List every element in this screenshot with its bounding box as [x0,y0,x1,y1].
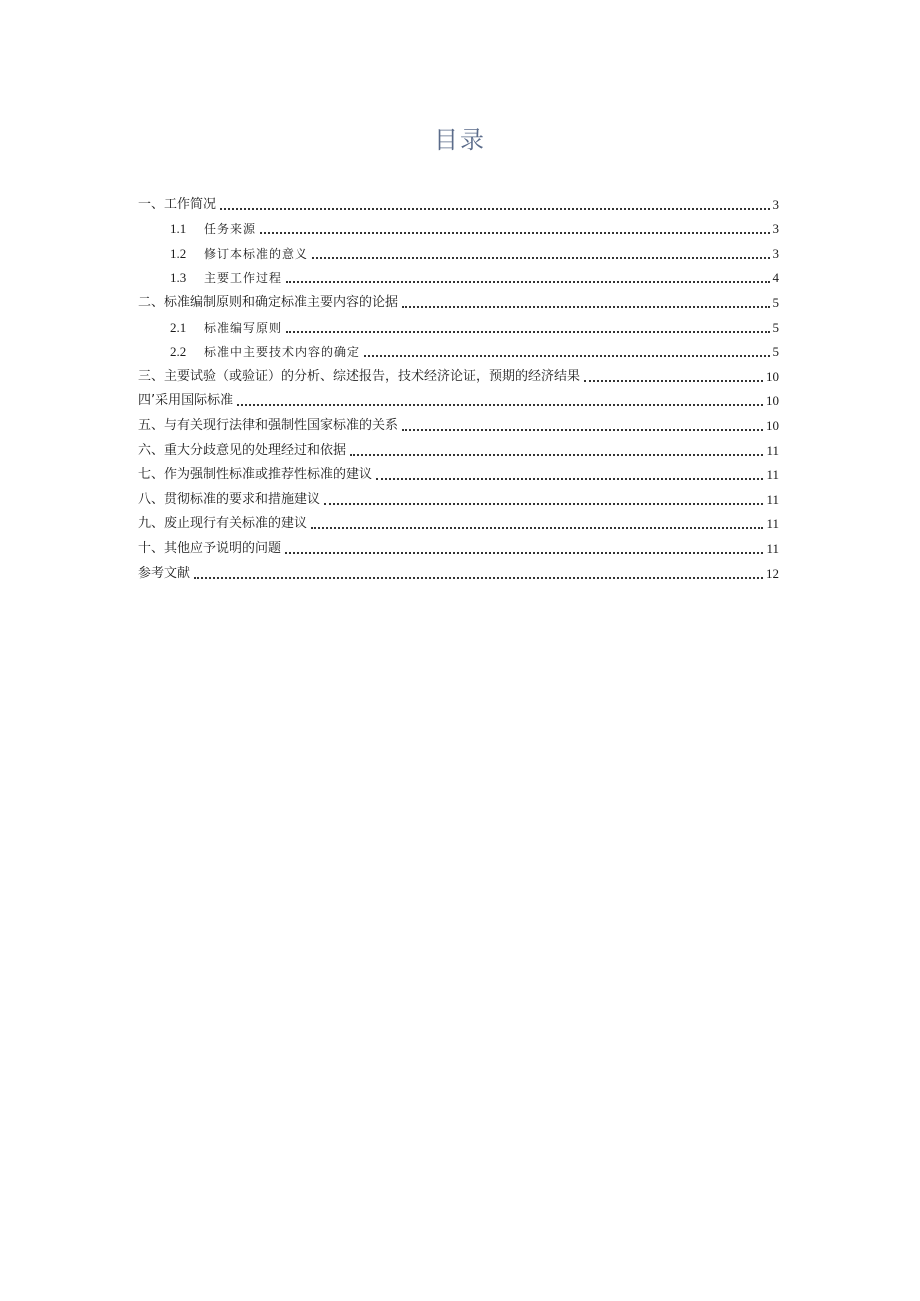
toc-leader-dots [260,232,769,234]
toc-entry-number: 2.2 [170,344,187,360]
toc-entry[interactable] [138,459,779,484]
toc-entry[interactable] [138,213,779,238]
toc-entry-page: 10 [766,368,779,384]
toc-entry-text: 四’采用国际标准 [138,393,234,409]
toc-entry-page: 5 [772,344,779,360]
toc-entry-text: 参考文献 [138,565,191,581]
toc-leader-dots [376,478,763,480]
toc-entry-page: 11 [766,540,779,556]
toc-entry-page: 11 [766,491,779,507]
toc-entry-number: 1.3 [170,270,187,286]
toc-entry-text: 主要工作过程 [204,271,283,286]
toc-entry-text: 标准中主要技术内容的确定 [204,345,361,360]
toc-entry-page: 5 [772,294,779,310]
toc-leader-dots [312,257,769,259]
toc-entry[interactable] [138,557,779,582]
toc-entry-text: 九、废止现行有关标准的建议 [138,516,308,532]
toc-entry-text: 七、作为强制性标准或推荐性标准的建议 [138,467,373,483]
toc-entry[interactable] [138,336,779,361]
toc-entry[interactable] [138,483,779,508]
toc-entry-text: 二、标准编制原则和确定标准主要内容的论据 [138,294,399,310]
toc-entry[interactable] [138,188,779,213]
toc-leader-dots [286,281,769,283]
table-of-contents [138,188,779,582]
toc-entry-page: 11 [766,442,779,458]
toc-entry-text: 五、与有关现行法律和强制性国家标准的关系 [138,417,399,433]
toc-entry[interactable] [138,385,779,410]
toc-entry-number: 1.2 [170,245,187,261]
toc-title: 目录 [434,126,486,154]
toc-entry[interactable] [138,286,779,311]
toc-leader-dots [286,331,769,333]
toc-entry-page: 11 [766,467,779,483]
toc-leader-dots [194,577,763,579]
toc-leader-dots [324,503,763,505]
toc-entry[interactable] [138,311,779,336]
toc-entry-page: 4 [772,270,779,286]
toc-leader-dots [402,306,769,308]
toc-entry-page: 10 [766,393,779,409]
toc-entry-text: 六、重大分歧意见的处理经过和依据 [138,442,347,458]
toc-entry-page: 5 [772,319,779,335]
toc-entry-text: 标准编写原则 [204,320,283,335]
toc-entry-text: 一、工作简况 [138,196,217,212]
toc-entry-page: 3 [772,245,779,261]
toc-leader-dots [402,429,763,431]
toc-entry[interactable] [138,262,779,287]
toc-entry[interactable] [138,360,779,385]
toc-entry[interactable] [138,237,779,262]
toc-leader-dots [237,404,763,406]
toc-entry[interactable] [138,434,779,459]
toc-entry-number: 2.1 [170,319,187,335]
toc-entry-page: 12 [766,565,779,581]
toc-leader-dots [220,208,769,210]
toc-entry[interactable] [138,508,779,533]
toc-entry-page: 3 [772,196,779,212]
toc-entry-page: 10 [766,417,779,433]
toc-leader-dots [584,380,763,382]
toc-leader-dots [350,454,763,456]
toc-leader-dots [285,552,763,554]
toc-entry[interactable] [138,409,779,434]
toc-entry-number: 1.1 [170,221,187,237]
toc-entry-text: 三、主要试验（或验证）的分析、综述报告，技术经济论证，预期的经济结果 [138,368,581,384]
toc-leader-dots [364,355,769,357]
toc-entry-text: 八、贯彻标准的要求和措施建议 [138,491,321,507]
toc-entry-text: 十、其他应予说明的问题 [138,540,282,556]
toc-entry-page: 11 [766,516,779,532]
toc-entry-text: 任务来源 [204,222,257,237]
toc-entry-page: 3 [772,221,779,237]
toc-leader-dots [311,527,763,529]
toc-entry[interactable] [138,532,779,557]
toc-entry-text: 修订本标准的意义 [204,246,309,261]
